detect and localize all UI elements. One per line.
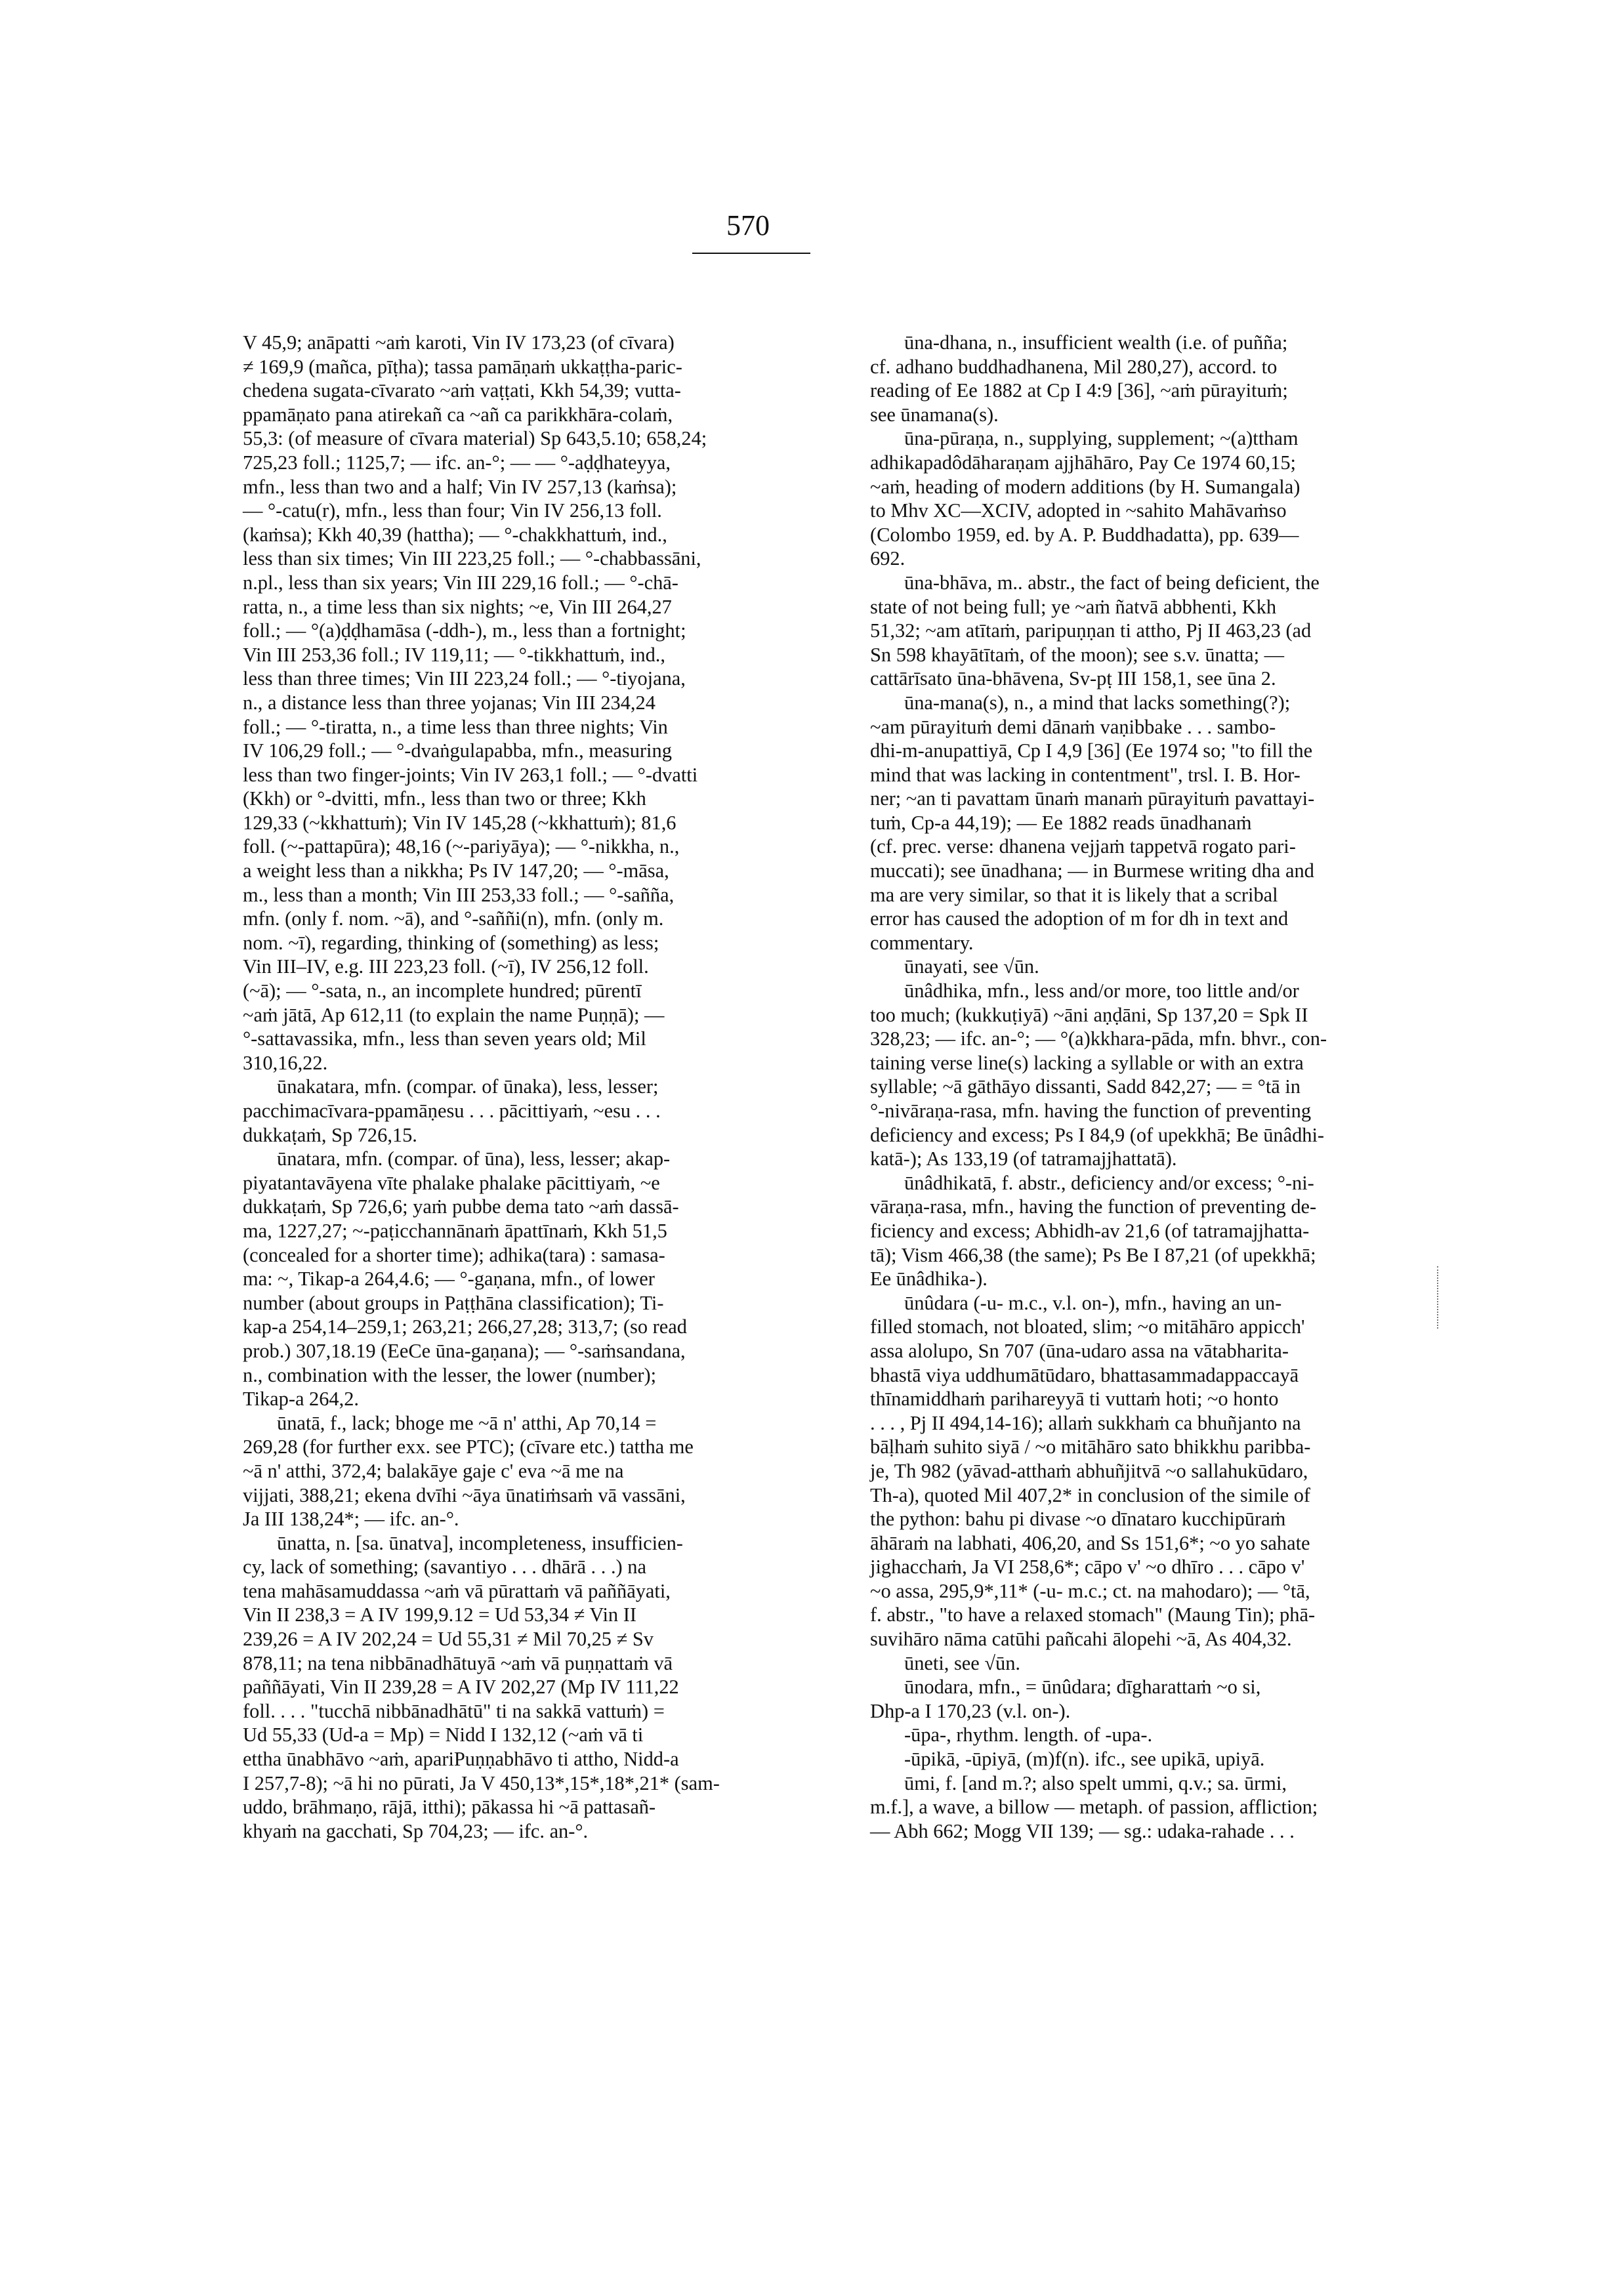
margin-mark [1437,1266,1440,1329]
text-line: ~ā n' atthi, 372,4; balakāye gaje c' eva ~ā me na [243,1459,624,1482]
text-line: syllable; ~ā gāthāyo dissanti, Sadd 842,27; — = °tā in [870,1075,1301,1098]
text-line: IV 106,29 foll.; — °-dvaṅgulapabba, mfn., measuring [243,739,672,762]
text-line: 269,28 (for further exx. see PTC); (cīvare etc.) tattha me [243,1436,694,1458]
text-line: Ud 55,33 (Ud-a = Mp) = Nidd I 132,12 (~aṁ vā ti [243,1724,644,1747]
text-line: suvihāro nāma catūhi pañcahi ālopehi ~ā, As 404,32. [870,1628,1292,1651]
text-line: Vin III 253,36 foll.; IV 119,11; — °-tikkhattuṁ, ind., [243,643,665,666]
text-line: (~ā); — °-sata, n., an incomplete hundred; pūrentī [243,980,642,1003]
text-line: number (about groups in Paṭṭhāna classification); Ti- [243,1291,664,1314]
text-line: the python: bahu pi divase ~o dīnataro kucchipūraṁ [870,1508,1286,1531]
text-line: commentary. [870,931,974,954]
text-line: tena mahāsamuddassa ~aṁ vā pūrattaṁ vā paññāyati, [243,1579,671,1602]
text-line: less than two finger-joints; Vin IV 263,1 foll.; — °-dvatti [243,763,698,786]
text-line: piyatantavāyena vīte phalake phalake pācittiyaṁ, ~e [243,1171,660,1194]
text-line: uddo, brāhmaṇo, rājā, itthi); pākassa hi ~ā pattasañ- [243,1796,656,1819]
entry-headword-line: -ūpikā, -ūpiyā, (m)f(n). ifc., see upikā, upiyā. [904,1748,1265,1771]
text-line: taining verse line(s) lacking a syllable or with an extra [870,1051,1304,1074]
text-line: 878,11; na tena nibbānadhātuyā ~aṁ vā puṇṇattaṁ vā [243,1651,673,1674]
text-line: — Abh 662; Mogg VII 139; — sg.: udaka-rahade . . . [870,1819,1295,1842]
text-line: less than three times; Vin III 223,24 foll.; — °-tiyojana, [243,667,686,690]
text-line: 310,16,22. [243,1051,328,1074]
text-line: see ūnamana(s). [870,403,999,426]
text-line: °-nivāraṇa-rasa, mfn. having the function of preventing [870,1100,1312,1122]
text-line: 328,23; — ifc. an-°; — °(a)kkhara-pāda, mfn. bhvr., con- [870,1027,1327,1050]
text-line: n., combination with the lesser, the lower (number); [243,1363,657,1386]
text-line: muccati); see ūnadhana; — in Burmese writing dha and [870,859,1314,882]
entry-headword-line: ūnûdara (-u- m.c., v.l. on-), mfn., having an un- [904,1291,1282,1314]
text-line: mind that was lacking in contentment", trsl. I. B. Hor- [870,763,1301,786]
text-line: bhastā viya uddhumātūdaro, bhattasammadappaccayā [870,1363,1299,1386]
text-line: — °-catu(r), mfn., less than four; Vin IV 256,13 foll. [243,499,662,522]
text-line: 239,26 = A IV 202,24 = Ud 55,31 ≠ Mil 70,25 ≠ Sv [243,1628,654,1651]
text-line: deficiency and excess; Ps I 84,9 (of upekkhā; Be ūnâdhi- [870,1123,1325,1146]
text-line: Tikap-a 264,2. [243,1388,360,1411]
entry-headword-line: ūna-mana(s), n., a mind that lacks something(?); [904,691,1291,714]
entry-headword-line: ūna-dhana, n., insufficient wealth (i.e. of puñña; [904,331,1288,354]
text-line: 692. [870,547,906,570]
text-line: state of not being full; ye ~aṁ ñatvā abbhenti, Kkh [870,595,1277,618]
text-line: ettha ūnabhāvo ~aṁ, apariPuṇṇabhāvo ti attho, Nidd-a [243,1748,679,1771]
text-line: a weight less than a nikkha; Ps IV 147,20; — °-māsa, [243,859,669,882]
text-line: dhi-m-anupattiyā, Cp I 4,9 [36] (Ee 1974 so; "to fill the [870,739,1313,762]
text-line: . . . , Pj II 494,14-16); allaṁ sukkhaṁ ca bhuñjanto na [870,1411,1301,1434]
entry-headword-line: ūmi, f. [and m.?; also spelt ummi, q.v.; sa. ūrmi, [904,1771,1287,1794]
text-line: ppamāṇato pana atirekañ ca ~añ ca parikkhāra-colaṁ, [243,403,673,426]
entry-headword-line: ūnâdhika, mfn., less and/or more, too little and/or [904,980,1299,1003]
text-line: paññāyati, Vin II 239,28 = A IV 202,27 (Mp IV 111,22 [243,1676,679,1699]
entry-headword-line: ūnâdhikatā, f. abstr., deficiency and/or excess; °-ni- [904,1171,1314,1194]
text-line: m., less than a month; Vin III 253,33 foll.; — °-sañña, [243,883,675,906]
text-line: m.f.], a wave, a billow — metaph. of passion, affliction; [870,1796,1318,1819]
entry-headword-line: ūnakatara, mfn. (compar. of ūnaka), less, lesser; [277,1075,659,1098]
text-line: (cf. prec. verse: dhanena vejjaṁ tappetvā rogato pari- [870,835,1296,858]
text-line: assa alolupo, Sn 707 (ūna-udaro assa na vātabharita- [870,1339,1289,1362]
entry-headword-line: ūnayati, see √ūn. [904,955,1039,978]
text-line: n.pl., less than six years; Vin III 229,16 foll.; — °-chā- [243,571,678,594]
text-line: cattārīsato ūna-bhāvena, Sv-pṭ III 158,1, see ūna 2. [870,667,1276,690]
left-column [243,331,932,1843]
text-line: ma are very similar, so that it is likely that a scribal [870,883,1278,906]
page-number-rule [692,253,810,254]
entry-headword-line: ūna-pūraṇa, n., supplying, supplement; ~(a)ttham [904,427,1299,450]
text-line: tuṁ, Cp-a 44,19); — Ee 1882 reads ūnadhanaṁ [870,811,1252,834]
text-line: adhikapadôdāharaṇam ajjhāhāro, Pay Ce 1974 60,15; [870,451,1296,474]
text-line: ficiency and excess; Abhidh-av 21,6 (of tatramajjhatta- [870,1219,1310,1242]
entry-headword-line: -ūpa-, rhythm. length. of -upa-. [904,1724,1153,1747]
text-line: foll. (~-pattapūra); 48,16 (~-pariyāya); — °-nikkha, n., [243,835,680,858]
text-line: 55,3: (of measure of cīvara material) Sp 643,5.10; 658,24; [243,427,707,450]
text-line: mfn. (only f. nom. ~ā), and °-saññi(n), mfn. (only m. [243,907,664,930]
entry-headword-line: ūnatta, n. [sa. ūnatva], incompleteness, insufficien- [277,1531,683,1554]
text-line: (kaṁsa); Kkh 40,39 (hattha); — °-chakkhattuṁ, ind., [243,523,667,546]
text-line: āhāraṁ na labhati, 406,20, and Ss 151,6*; ~o yo sahate [870,1531,1310,1554]
text-line: dukkaṭaṁ, Sp 726,6; yaṁ pubbe dema tato ~aṁ dassā- [243,1195,679,1218]
text-line: thīnamiddhaṁ parihareyyā ti vuttaṁ hoti; ~o honto [870,1388,1279,1411]
text-line: f. abstr., "to have a relaxed stomach" (Maung Tin); phā- [870,1603,1316,1626]
text-line: Vin II 238,3 = A IV 199,9.12 = Ud 53,34 ≠ Vin II [243,1603,636,1626]
text-line: khyaṁ na gacchati, Sp 704,23; — ifc. an-°. [243,1819,589,1842]
text-line: Sn 598 khayātītaṁ, of the moon); see s.v. ūnatta; — [870,643,1285,666]
text-line: cy, lack of something; (savantiyo . . . dhārā . . .) na [243,1556,646,1579]
text-line: 129,33 (~kkhattuṁ); Vin IV 145,28 (~kkhattuṁ); 81,6 [243,811,677,834]
text-line: 725,23 foll.; 1125,7; — ifc. an-°; — — °-aḍḍhateyya, [243,451,671,474]
text-line: ma, 1227,27; ~-paṭicchannānaṁ āpattīnaṁ, Kkh 51,5 [243,1219,667,1242]
text-line: ~am pūrayituṁ demi dānaṁ vaṇibbake . . . sambo- [870,715,1276,738]
text-line: dukkaṭaṁ, Sp 726,15. [243,1123,417,1146]
text-line: vijjati, 388,21; ekena dvīhi ~āya ūnatiṁsaṁ vā vassāni, [243,1483,686,1506]
text-line: katā-); As 133,19 (of tatramajjhattatā). [870,1148,1177,1170]
text-line: Vin III–IV, e.g. III 223,23 foll. (~ī), IV 256,12 foll. [243,955,649,978]
text-line: ma: ~, Tikap-a 264,4.6; — °-gaṇana, mfn., of lower [243,1268,655,1291]
text-line: kap-a 254,14–259,1; 263,21; 266,27,28; 313,7; (so read [243,1315,687,1338]
text-line: filled stomach, not bloated, slim; ~o mitāhāro appicch' [870,1315,1305,1338]
entry-headword-line: ūneti, see √ūn. [904,1651,1021,1674]
text-line: Dhp-a I 170,23 (v.l. on-). [870,1699,1071,1722]
text-line: I 257,7-8); ~ā hi no pūrati, Ja V 450,13*,15*,18*,21* (sam- [243,1771,720,1794]
text-line: nom. ~ī), regarding, thinking of (something) as less; [243,931,659,954]
text-line: too much; (kukkuṭiyā) ~āni aṇḍāni, Sp 137,20 = Spk II [870,1003,1308,1026]
text-line: Ja III 138,24*; — ifc. an-°. [243,1508,459,1531]
text-line: ~o assa, 295,9*,11* (-u- m.c.; ct. na mahodaro); — °tā, [870,1579,1310,1602]
text-line: ~aṁ, heading of modern additions (by H. Sumangala) [870,475,1301,498]
text-line: n., a distance less than three yojanas; Vin III 234,24 [243,691,656,714]
text-line: chedena sugata-cīvarato ~aṁ vaṭṭati, Kkh 54,39; vutta- [243,379,681,402]
text-line: foll. . . . "tucchā nibbānadhātū" ti na sakkā vattuṁ) = [243,1699,665,1722]
text-line: V 45,9; anāpatti ~aṁ karoti, Vin IV 173,23 (of cīvara) [243,331,675,354]
text-line: foll.; — °(a)ḍḍhamāsa (-ddh-), m., less than a fortnight; [243,619,686,642]
text-line: tā); Vism 466,38 (the same); Ps Be I 87,21 (of upekkhā; [870,1243,1316,1266]
text-line: bāḷhaṁ suhito siyā / ~o mitāhāro sato bhikkhu paribba- [870,1436,1311,1458]
text-line: je, Th 982 (yāvad-atthaṁ abhuñjitvā ~o sallahukūdaro, [870,1459,1308,1482]
text-line: less than six times; Vin III 223,25 foll.; — °-chabbassāni, [243,547,701,570]
text-line: reading of Ee 1882 at Cp I 4:9 [36], ~aṁ pūrayituṁ; [870,379,1288,402]
entry-headword-line: ūnatara, mfn. (compar. of ūna), less, lesser; akap- [277,1148,671,1170]
entry-headword-line: ūnodara, mfn., = ūnûdara; dīgharattaṁ ~o si, [904,1676,1261,1699]
text-line: error has caused the adoption of m for dh in text and [870,907,1289,930]
text-line: (concealed for a shorter time); adhika(tara) : samasa- [243,1243,665,1266]
text-line: ner; ~an ti pavattam ūnaṁ manaṁ pūrayituṁ pavattayi- [870,787,1315,810]
text-line: prob.) 307,18.19 (EeCe ūna-gaṇana); — °-saṁsandana, [243,1339,686,1362]
text-line: Th-a), quoted Mil 407,2* in conclusion of the simile of [870,1483,1311,1506]
text-line: to Mhv XC—XCIV, adopted in ~sahito Mahāvaṁso [870,499,1287,522]
text-line: vāraṇa-rasa, mfn., having the function of preventing de- [870,1195,1317,1218]
text-line: cf. adhano buddhadhanena, Mil 280,27), accord. to [870,355,1278,378]
right-column [870,331,1526,1843]
page-number: 570 [726,209,770,241]
entry-headword-line: ūnatā, f., lack; bhoge me ~ā n' atthi, Ap 70,14 = [277,1411,657,1434]
text-line: (Colombo 1959, ed. by A. P. Buddhadatta), pp. 639— [870,523,1299,546]
text-line: ~aṁ jātā, Ap 612,11 (to explain the name Puṇṇā); — [243,1003,665,1026]
text-line: foll.; — °-tiratta, n., a time less than three nights; Vin [243,715,668,738]
text-line: mfn., less than two and a half; Vin IV 257,13 (kaṁsa); [243,475,677,498]
entry-headword-line: ūna-bhāva, m.. abstr., the fact of being deficient, the [904,571,1320,594]
text-line: °-sattavassika, mfn., less than seven years old; Mil [243,1027,646,1050]
text-line: pacchimacīvara-ppamāṇesu . . . pācittiyaṁ, ~esu . . . [243,1100,661,1122]
text-line: Ee ūnâdhika-). [870,1268,988,1291]
text-line: jighacchaṁ, Ja VI 258,6*; cāpo v' ~o dhīro . . . cāpo v' [870,1556,1305,1579]
text-line: ≠ 169,9 (mañca, pīṭha); tassa pamāṇaṁ ukkaṭṭha-paric- [243,355,682,378]
text-line: ratta, n., a time less than six nights; ~e, Vin III 264,27 [243,595,672,618]
text-line: 51,32; ~am atītaṁ, paripuṇṇan ti attho, Pj II 463,23 (ad [870,619,1312,642]
text-line: (Kkh) or °-dvitti, mfn., less than two or three; Kkh [243,787,646,810]
